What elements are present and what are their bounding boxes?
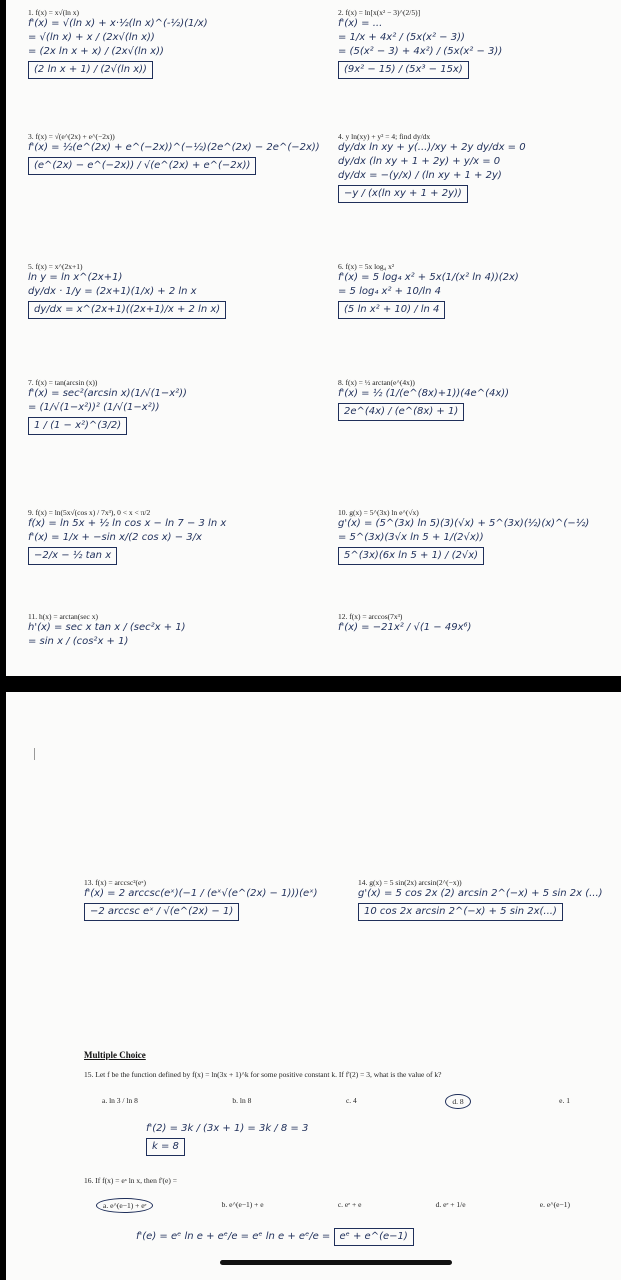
problem-7: 7. f(x) = tan(arcsin (x)) f'(x) = sec²(arcsin x)(1/√(1−x²)) = (1/√(1−x²))² (1/√(1−x²)) 1 / (1 − x²)^(3/2) [28, 378, 318, 435]
problem-8: 8. f(x) = ½ arctan(e^(4x)) f'(x) = ½ (1/(e^(8x)+1))(4e^(4x)) 2e^(4x) / (e^(8x) + 1) [338, 378, 618, 421]
handwritten-work: f'(x) = √(ln x) + x·½(ln x)^(-½)(1/x) = √(ln x) + x / (2x√(ln x)) = (2x ln x + x) / (2x√(ln x)) (2 ln x + 1) / (2√(ln x)) [28, 17, 318, 79]
handwritten-work: f'(x) = 5 log₄ x² + 5x(1/(x² ln 4))(2x) = 5 log₄ x² + 10/ln 4 (5 ln x² + 10) / ln 4 [338, 271, 618, 319]
problem-13: 13. f(x) = arccsc²(eˣ) f'(x) = 2 arccsc(eˣ)(−1 / (eˣ√(e^(2x) − 1)))(eˣ) −2 arccsc eˣ / √(e^(2x) − 1) [84, 878, 344, 921]
problem-9: 9. f(x) = ln(5x√(cos x) / 7x³), 0 < x < π/2 f(x) = ln 5x + ½ ln cos x − ln 7 − 3 ln x f'(x) = 1/x + −sin x/(2 cos x) − 3/x −2/x − ½ tan x [28, 508, 328, 565]
home-indicator-bar[interactable] [220, 1260, 452, 1265]
choice-c: c. eᵉ + e [337, 1200, 362, 1209]
boxed-answer: 2e^(4x) / (e^(8x) + 1) [338, 403, 464, 421]
handwritten-work: f'(x) = ... = 1/x + 4x² / (5x(x² − 3)) = (5(x² − 3) + 4x²) / (5x(x² − 3)) (9x² − 15) / (5x³ − 15x) [338, 17, 618, 79]
choice-d-circled: d. 8 [445, 1094, 470, 1109]
mc-choices-16 [96, 1198, 576, 1213]
handwritten-work: f'(x) = sec²(arcsin x)(1/√(1−x²)) = (1/√(1−x²))² (1/√(1−x²)) 1 / (1 − x²)^(3/2) [28, 387, 318, 435]
mc-question-16: 16. If f(x) = eˣ ln x, then f'(e) = [84, 1176, 177, 1185]
handwritten-work: ln y = ln x^(2x+1) dy/dx · 1/y = (2x+1)(1/x) + 2 ln x dy/dx = x^(2x+1)((2x+1)/x + 2 ln x) [28, 271, 318, 319]
handwritten-work: f'(x) = 2 arccsc(eˣ)(−1 / (eˣ√(e^(2x) − 1)))(eˣ) −2 arccsc eˣ / √(e^(2x) − 1) [84, 887, 344, 921]
handwritten-work: g'(x) = 5 cos 2x (2) arcsin 2^(−x) + 5 sin 2x (...) 10 cos 2x arcsin 2^(−x) + 5 sin 2x(...) [358, 887, 613, 921]
mc-16-work: f'(e) = eᵉ ln e + eᵉ/e = eᵉ ln e + eᵉ/e = eᵉ + e^(e−1) [136, 1226, 414, 1246]
problem-12: 12. f(x) = arccos(7x³) f'(x) = −21x² / √(1 − 49x⁶) [338, 612, 618, 635]
handwritten-work: f'(x) = ½ (1/(e^(8x)+1))(4e^(4x)) 2e^(4x) / (e^(8x) + 1) [338, 387, 618, 421]
boxed-answer: 10 cos 2x arcsin 2^(−x) + 5 sin 2x(...) [358, 903, 563, 921]
handwritten-work: f'(x) = −21x² / √(1 − 49x⁶) [338, 622, 472, 633]
choice-a-circled: a. e^(e−1) + eᵉ [96, 1198, 153, 1213]
boxed-answer: (2 ln x + 1) / (2√(ln x)) [28, 61, 153, 79]
choice-a: a. ln 3 / ln 8 [102, 1096, 138, 1105]
choice-e: e. 1 [559, 1096, 570, 1105]
boxed-answer: (9x² − 15) / (5x³ − 15x) [338, 61, 469, 79]
handwritten-work: f(x) = ln 5x + ½ ln cos x − ln 7 − 3 ln x f'(x) = 1/x + −sin x/(2 cos x) − 3/x −2/x − ½ tan x [28, 517, 328, 565]
multiple-choice-heading: Multiple Choice [84, 1050, 146, 1060]
choice-e: e. e^(e−1) [539, 1200, 570, 1209]
worksheet-page-2 [6, 692, 621, 1280]
problem-2: 2. f(x) = ln[x(x² − 3)^(2/5)] f'(x) = ... = 1/x + 4x² / (5x(x² − 3)) = (5(x² − 3) + 4x²) / (5x(x² − 3)) (9x² − 15) / (5x³ − 15x) [338, 8, 618, 79]
handwritten-work: dy/dx ln xy + y(...)/xy + 2y dy/dx = 0 dy/dx (ln xy + 1 + 2y) + y/x = 0 dy/dx = −(y/x) / (ln xy + 1 + 2y) −y / (x(ln xy + 1 + 2y)) [338, 141, 618, 203]
choice-d: d. eᵉ + 1/e [435, 1200, 466, 1209]
boxed-answer: k = 8 [146, 1138, 185, 1156]
problem-4: 4. y ln(xy) + y² = 4; find dy/dx dy/dx ln xy + y(...)/xy + 2y dy/dx = 0 dy/dx (ln xy + 1 + 2y) + y/x = 0 dy/dx = −(y/x) / (ln xy + 1 + 2y) −y / (x(ln xy + 1 + 2y)) [338, 132, 618, 203]
boxed-answer: −2 arccsc eˣ / √(e^(2x) − 1) [84, 903, 239, 921]
boxed-answer: (5 ln x² + 10) / ln 4 [338, 301, 445, 319]
problem-3: 3. f(x) = √(e^(2x) + e^(−2x)) f'(x) = ½(e^(2x) + e^(−2x))^(−½)(2e^(2x) − 2e^(−2x)) (e^(2x) − e^(−2x)) / √(e^(2x) + e^(−2x)) [28, 132, 318, 175]
boxed-answer: −2/x − ½ tan x [28, 547, 117, 565]
mc-choices-15 [96, 1094, 576, 1109]
problem-1 [28, 8, 318, 79]
handwritten-work: g'(x) = (5^(3x) ln 5)(3)(√x) + 5^(3x)(½)(x)^(−½) = 5^(3x)(3√x ln 5 + 1/(2√x)) 5^(3x)(6x ln 5 + 1) / (2√x) [338, 517, 618, 565]
boxed-answer: 5^(3x)(6x ln 5 + 1) / (2√x) [338, 547, 484, 565]
boxed-answer: −y / (x(ln xy + 1 + 2y)) [338, 185, 468, 203]
problem-14: 14. g(x) = 5 sin(2x) arcsin(2^(−x)) g'(x) = 5 cos 2x (2) arcsin 2^(−x) + 5 sin 2x (...) 10 cos 2x arcsin 2^(−x) + 5 sin 2x(...) [358, 878, 613, 921]
choice-b: b. e^(e−1) + e [221, 1200, 264, 1209]
problem-10: 10. g(x) = 5^(3x) ln e^(√x) g'(x) = (5^(3x) ln 5)(3)(√x) + 5^(3x)(½)(x)^(−½) = 5^(3x)(3√x ln 5 + 1/(2√x)) 5^(3x)(6x ln 5 + 1) / (2√x) [338, 508, 618, 565]
choice-b: b. ln 8 [232, 1096, 252, 1105]
mc-15-work: f'(2) = 3k / (3x + 1) = 3k / 8 = 3 k = 8 [146, 1122, 308, 1156]
problem-5: 5. f(x) = x^(2x+1) ln y = ln x^(2x+1) dy/dx · 1/y = (2x+1)(1/x) + 2 ln x dy/dx = x^(2x+1)((2x+1)/x + 2 ln x) [28, 262, 318, 319]
problem-number-and-function: 1. f(x) = x√(ln x) [28, 8, 80, 17]
boxed-answer: eᵉ + e^(e−1) [334, 1228, 414, 1246]
problem-6: 6. f(x) = 5x log₄ x² f'(x) = 5 log₄ x² + 5x(1/(x² ln 4))(2x) = 5 log₄ x² + 10/ln 4 (5 ln x² + 10) / ln 4 [338, 262, 618, 319]
handwritten-work: h'(x) = sec x tan x / (sec²x + 1) = sin x / (cos²x + 1) [28, 622, 186, 647]
handwritten-work: f'(x) = ½(e^(2x) + e^(−2x))^(−½)(2e^(2x) − 2e^(−2x)) (e^(2x) − e^(−2x)) / √(e^(2x) + e^(−2x)) [28, 141, 318, 175]
choice-c: c. 4 [345, 1096, 357, 1105]
mc-question-15: 15. Let f be the function defined by f(x) = ln(3x + 1)^k for some positive constant k. If f'(2) = 3, what is the value of k? [84, 1070, 442, 1079]
boxed-answer: dy/dx = x^(2x+1)((2x+1)/x + 2 ln x) [28, 301, 226, 319]
boxed-answer: (e^(2x) − e^(−2x)) / √(e^(2x) + e^(−2x)) [28, 157, 256, 175]
worksheet-page-1 [6, 0, 621, 676]
problem-11: 11. h(x) = arctan(sec x) h'(x) = sec x tan x / (sec²x + 1) = sin x / (cos²x + 1) [28, 612, 318, 649]
boxed-answer: 1 / (1 − x²)^(3/2) [28, 417, 127, 435]
margin-mark [34, 748, 35, 760]
